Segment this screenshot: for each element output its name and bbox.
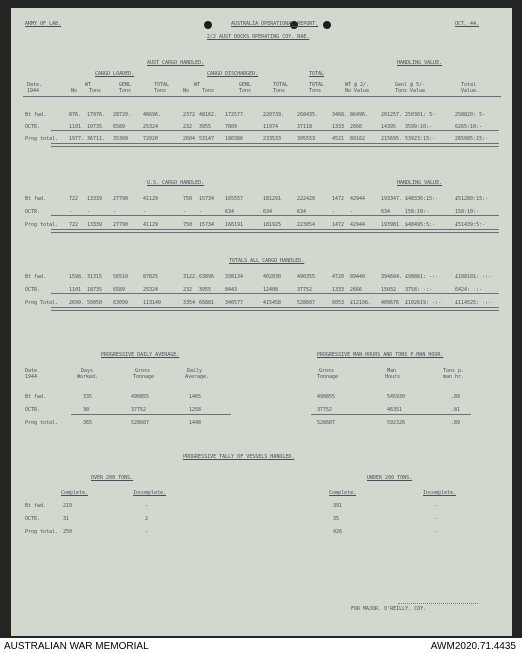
table-cell: - (69, 209, 73, 215)
table-cell: 346577 (225, 300, 244, 306)
daily-cell-tons: .81 (451, 407, 461, 413)
daily-col-daily: Daily (187, 368, 203, 374)
row-label: Bt fwd. (25, 394, 47, 400)
table-cell: 6265:10:- (455, 124, 483, 130)
tally-col-complete: Complete. (61, 490, 89, 496)
double-rule (51, 143, 499, 147)
table-cell: 258820: 5- (455, 112, 486, 118)
daily-col-gross-sub: Tonnage (133, 374, 155, 380)
table-cell: 89440 (350, 274, 366, 280)
tally-cell-over_i: - (145, 529, 149, 535)
table-cell: 89162 (350, 136, 366, 142)
tally-cell-over_c: 219 (63, 503, 73, 509)
table-cell: £98861: -:- (405, 274, 439, 280)
table-cell: 402030 (263, 274, 282, 280)
table-cell: 28720. (113, 112, 132, 118)
table-cell: 3599:10:- (405, 124, 433, 130)
col-total-value-sub: Value. (461, 88, 480, 94)
double-rule (51, 229, 499, 233)
daily-col-days: Days (81, 368, 94, 374)
table-cell: 193981 (381, 222, 400, 228)
table-cell: 35309 (113, 136, 129, 142)
table-cell: 41129 (143, 222, 159, 228)
table-cell: 634 (297, 209, 307, 215)
tally-cell-under_c: 426 (333, 529, 343, 535)
tally-cell-under_c: 35 (333, 516, 340, 522)
table-cell: 4720 (332, 274, 345, 280)
table-cell: 6424: -:- (455, 287, 483, 293)
signature-line (398, 603, 478, 604)
header-title: AUSTRALIA OPERATIONAL REPORT. (231, 21, 319, 27)
table-cell: 634 (381, 209, 391, 215)
daily-cell-tons: .89 (451, 420, 461, 426)
tally-col-complete-2: Complete. (329, 490, 357, 496)
table-cell: 53923:15:- (405, 136, 436, 142)
daily-cell-gross: 37752 (131, 407, 147, 413)
row-label: Prog total. (25, 420, 59, 426)
table-cell: £51439:5:- (455, 222, 486, 228)
daily-cell-hours: 545930 (387, 394, 406, 400)
table-cell: - (199, 209, 203, 215)
divider (23, 96, 501, 97)
table-cell: 158:10:- (455, 209, 480, 215)
table-cell: 232 (183, 124, 193, 130)
punch-hole (323, 21, 331, 29)
table-cell: 1101 (69, 124, 82, 130)
table-cell: 31315 (87, 274, 103, 280)
hours-col-tons: Tons p. (443, 368, 465, 374)
table-cell: 13339 (87, 222, 103, 228)
table-cell: 1333 (332, 124, 345, 130)
col-dis-no: No (183, 88, 190, 94)
col-grand-total-tons: Tons (309, 88, 322, 94)
table-cell: 37752 (297, 287, 313, 293)
table-cell: 750 (183, 196, 193, 202)
table-cell: 409676 (381, 300, 400, 306)
table-cell: £102619: -:- (405, 300, 442, 306)
table-cell: 634 (225, 209, 235, 215)
table-cell: 113149 (143, 300, 162, 306)
daily-cell-gross2: 490855 (317, 394, 336, 400)
row-label: OCTR. (25, 516, 41, 522)
table-cell: 3955 (199, 124, 212, 130)
table-cell: $48336:15:- (405, 196, 439, 202)
col-grand-total: TOTAL (309, 82, 325, 88)
hours-col-man-sub: Hours (385, 374, 401, 380)
col-dis-wt: WT (194, 82, 201, 88)
table-cell: 201257. (381, 112, 403, 118)
table-cell: 2372 (183, 112, 196, 118)
table-cell: 42944 (350, 196, 366, 202)
daily-cell-tons: .89 (451, 394, 461, 400)
divider (71, 414, 231, 415)
row-label: OCTR. (25, 209, 41, 215)
table-cell: 15734 (199, 196, 215, 202)
section-aust-cargo: AUST CARGO HANDLED. (147, 60, 205, 66)
row-label: Bt fwd. (25, 503, 47, 509)
table-cell: 220739. (263, 112, 285, 118)
daily-cell-hours: 46351 (387, 407, 403, 413)
daily-cell-days: 335 (83, 394, 93, 400)
table-cell: 876. (69, 112, 82, 118)
table-cell: 338134 (225, 274, 244, 280)
tally-col-incomplete-2: Incomplete. (423, 490, 457, 496)
tally-cell-over_i: - (145, 503, 149, 509)
section-under-200: UNDER 200 TONS. (367, 475, 413, 481)
table-cell: 2604 (183, 136, 196, 142)
table-cell: - (350, 209, 354, 215)
archive-caption (0, 640, 522, 653)
col-dis-genl-tons: Tons (239, 88, 252, 94)
table-cell: 1472 (332, 222, 345, 228)
table-cell: 66881 (199, 300, 215, 306)
table-cell: 181291 (263, 196, 282, 202)
table-cell: 42944 (350, 222, 366, 228)
table-cell: 15734 (199, 222, 215, 228)
table-cell: 3354 (183, 300, 196, 306)
caption-source: AUSTRALIAN WAR MEMORIAL (4, 641, 149, 652)
table-cell: £108101: -:- (455, 274, 492, 280)
table-cell: - (87, 209, 91, 215)
table-cell: 18735 (87, 287, 103, 293)
hours-col-gross: Gross (319, 368, 335, 374)
table-cell: 50050 (87, 300, 103, 306)
table-cell: 2699. (69, 300, 85, 306)
table-cell: 415458 (263, 300, 282, 306)
row-label: Prog total. (25, 136, 59, 142)
hours-col-man: Man (387, 368, 397, 374)
row-label: Bt fwd. (25, 196, 47, 202)
divider (51, 293, 499, 294)
table-cell: 6589 (113, 124, 126, 130)
signature-block: FOR MAJOR. O'REILLY. COY. (351, 606, 427, 612)
col-total: TOTAL (154, 82, 170, 88)
table-cell: 8443 (225, 287, 238, 293)
row-label: OCTR. (25, 124, 41, 130)
table-cell: 46696. (143, 112, 162, 118)
section-totals-all: TOTALS ALL CARGO HANDLED. (229, 258, 305, 264)
subheading-total: TOTAL (309, 71, 325, 77)
report-page (11, 8, 512, 636)
header-date: OCT. 44. (455, 21, 480, 27)
table-cell: $48495:5:- (405, 222, 436, 228)
daily-cell-gross: 528607 (131, 420, 150, 426)
col-genl: GENL (119, 82, 132, 88)
table-cell: 223054 (297, 222, 316, 228)
daily-cell-gross: 490855 (131, 394, 150, 400)
col-dis-genl: GENL (239, 82, 252, 88)
table-cell: 4521 (332, 136, 345, 142)
hours-col-gross-sub: Tonnage (317, 374, 339, 380)
table-cell: 7809 (225, 124, 238, 130)
header-left: ARMY OF LAB. (25, 21, 62, 27)
table-cell: 56510 (113, 274, 129, 280)
table-cell: 36711. (87, 136, 106, 142)
table-cell: 232 (183, 287, 193, 293)
table-cell: 27790 (113, 196, 129, 202)
col-genl-tons: Tons (119, 88, 132, 94)
daily-cell-days: 30 (83, 407, 90, 413)
table-cell: 10735 (87, 124, 103, 130)
section-us-cargo: U.S. CARGO HANDLED. (147, 180, 205, 186)
table-cell: 17976. (87, 112, 106, 118)
divider (51, 130, 499, 131)
table-cell: 233533 (263, 136, 282, 142)
header-subtitle: 2/2 AUST DOCKS OPERATING COY. RAE. (207, 34, 310, 40)
table-cell: 172577. (225, 112, 247, 118)
table-cell: 490355 (297, 274, 316, 280)
section-handling-value: HANDLING VALUE. (397, 60, 443, 66)
col-rate-wt: WT @ 2/. (345, 82, 370, 88)
table-cell: 165557 (225, 196, 244, 202)
daily-col-date: Date. (25, 368, 41, 374)
table-cell: 1333 (332, 287, 345, 293)
table-cell: 265085:15:- (455, 136, 489, 142)
table-cell: £114525: -:- (455, 300, 492, 306)
table-cell: 3468. (332, 112, 348, 118)
daily-col-worked: Worked. (77, 374, 99, 380)
row-label: Prog total. (25, 529, 59, 535)
table-cell: 3122. (183, 274, 199, 280)
table-cell: 528607 (297, 300, 316, 306)
daily-col-year: 1944 (25, 374, 38, 380)
tally-cell-over_i: 2 (145, 516, 149, 522)
row-label: Bt fwd. (25, 274, 47, 280)
tally-cell-under_i: - (435, 529, 439, 535)
daily-cell-gross2: 528607 (317, 420, 336, 426)
section-man-hours: PROGRESSIVE MAN HOURS AND TONS P.MAN HOUR. (317, 352, 444, 358)
col-no: No (71, 88, 78, 94)
table-cell: 1977. (69, 136, 85, 142)
col-wt: WT (85, 82, 92, 88)
table-cell: 1101 (69, 287, 82, 293)
table-cell: 722 (69, 222, 79, 228)
tally-cell-over_c: 31 (63, 516, 70, 522)
table-cell: 48162. (199, 112, 218, 118)
daily-cell-gross2: 37752 (317, 407, 333, 413)
table-cell: 250301: 5- (405, 112, 436, 118)
table-cell: 180386 (225, 136, 244, 142)
table-cell: 25324 (143, 287, 159, 293)
table-cell: 3955 (199, 287, 212, 293)
table-cell: 6589 (113, 287, 126, 293)
row-label: Prog Total. (25, 300, 59, 306)
daily-cell-avg: 1448 (189, 420, 202, 426)
table-cell: 25324 (143, 124, 159, 130)
table-cell: - (113, 209, 117, 215)
row-label: Prog total. (25, 222, 59, 228)
daily-cell-days: 365 (83, 420, 93, 426)
double-rule (51, 307, 499, 311)
table-cell: 166191 (225, 222, 244, 228)
table-cell: 72020 (143, 136, 159, 142)
table-cell: - (183, 209, 187, 215)
hours-col-tons-sub: man hr. (443, 374, 465, 380)
table-cell: 2666 (350, 287, 363, 293)
row-label: OCTR. (25, 287, 41, 293)
punch-hole (204, 21, 212, 29)
daily-col-gross: Gross (135, 368, 151, 374)
divider (311, 414, 471, 415)
col-year: 1944 (27, 88, 40, 94)
row-label: OCTR. (25, 407, 41, 413)
table-cell: 158:10:- (405, 209, 430, 215)
table-cell: 1472 (332, 196, 345, 202)
subheading-cargo-discharged: CARGO DISCHARGED. (207, 71, 259, 77)
col-wt-tons: Tons (89, 88, 102, 94)
table-cell: 27790 (113, 222, 129, 228)
table-cell: £12106. (350, 300, 372, 306)
tally-cell-under_c: 391 (333, 503, 343, 509)
table-cell: 394604. (381, 274, 403, 280)
table-cell: - (332, 209, 336, 215)
table-cell: 53147 (199, 136, 215, 142)
table-cell: 1598. (69, 274, 85, 280)
table-cell: 15032 (381, 287, 397, 293)
table-cell: 750 (183, 222, 193, 228)
daily-cell-avg: 1258 (189, 407, 202, 413)
tally-cell-over_c: 250 (63, 529, 73, 535)
col-rate-genl: Genl @ 5/- (395, 82, 426, 88)
col-date: Date. (27, 82, 43, 88)
table-cell: - (143, 209, 147, 215)
tally-col-incomplete: Incomplete. (133, 490, 167, 496)
table-cell: 87825 (143, 274, 159, 280)
table-cell: 14395 (381, 124, 397, 130)
table-cell: £51280:15:- (455, 196, 489, 202)
table-cell: 86496. (350, 112, 369, 118)
row-label: Bt fwd. (25, 112, 47, 118)
section-handling-value-2: HANDLING VALUE. (397, 180, 443, 186)
section-daily-average: PROGRESSIVE DAILY AVERAGE. (101, 352, 180, 358)
col-total-tons: Tons (154, 88, 167, 94)
table-cell: 722 (69, 196, 79, 202)
section-tally: PROGRESSIVE TALLY OF VESSELS HANDLED. (183, 454, 295, 460)
col-total-value: Total (461, 82, 477, 88)
daily-cell-avg: 1465 (189, 394, 202, 400)
subheading-cargo-loaded: CARGO LOADED. (95, 71, 135, 77)
table-cell: 634 (263, 209, 273, 215)
tally-cell-under_i: - (435, 503, 439, 509)
table-cell: 3758: -:- (405, 287, 433, 293)
table-cell: 11974 (263, 124, 279, 130)
col-rate-genl-sub: Tons Value (395, 88, 426, 94)
col-rate-wt-sub: No Value (345, 88, 370, 94)
table-cell: 37118 (297, 124, 313, 130)
table-cell: 63896 (199, 274, 215, 280)
daily-cell-hours: 592326 (387, 420, 406, 426)
table-cell: 222420 (297, 196, 316, 202)
table-cell: 215695. (381, 136, 403, 142)
table-cell: 2666 (350, 124, 363, 130)
table-cell: 268435. (297, 112, 319, 118)
table-cell: 13339 (87, 196, 103, 202)
table-cell: 305553 (297, 136, 316, 142)
col-dis-wt-tons: Tons (202, 88, 215, 94)
table-cell: 193347. (381, 196, 403, 202)
col-dis-total: TOTAL (273, 82, 289, 88)
divider (51, 215, 499, 216)
table-cell: 6053 (332, 300, 345, 306)
table-cell: 41129 (143, 196, 159, 202)
table-cell: 63099 (113, 300, 129, 306)
table-cell: 181925 (263, 222, 282, 228)
section-over-200: OVER 200 TONS. (91, 475, 134, 481)
daily-col-daily-sub: Average. (185, 374, 210, 380)
table-cell: 12408 (263, 287, 279, 293)
tally-cell-under_i: - (435, 516, 439, 522)
caption-id: AWM2020.71.4435 (430, 641, 516, 652)
col-dis-total-tons: Tons (273, 88, 286, 94)
